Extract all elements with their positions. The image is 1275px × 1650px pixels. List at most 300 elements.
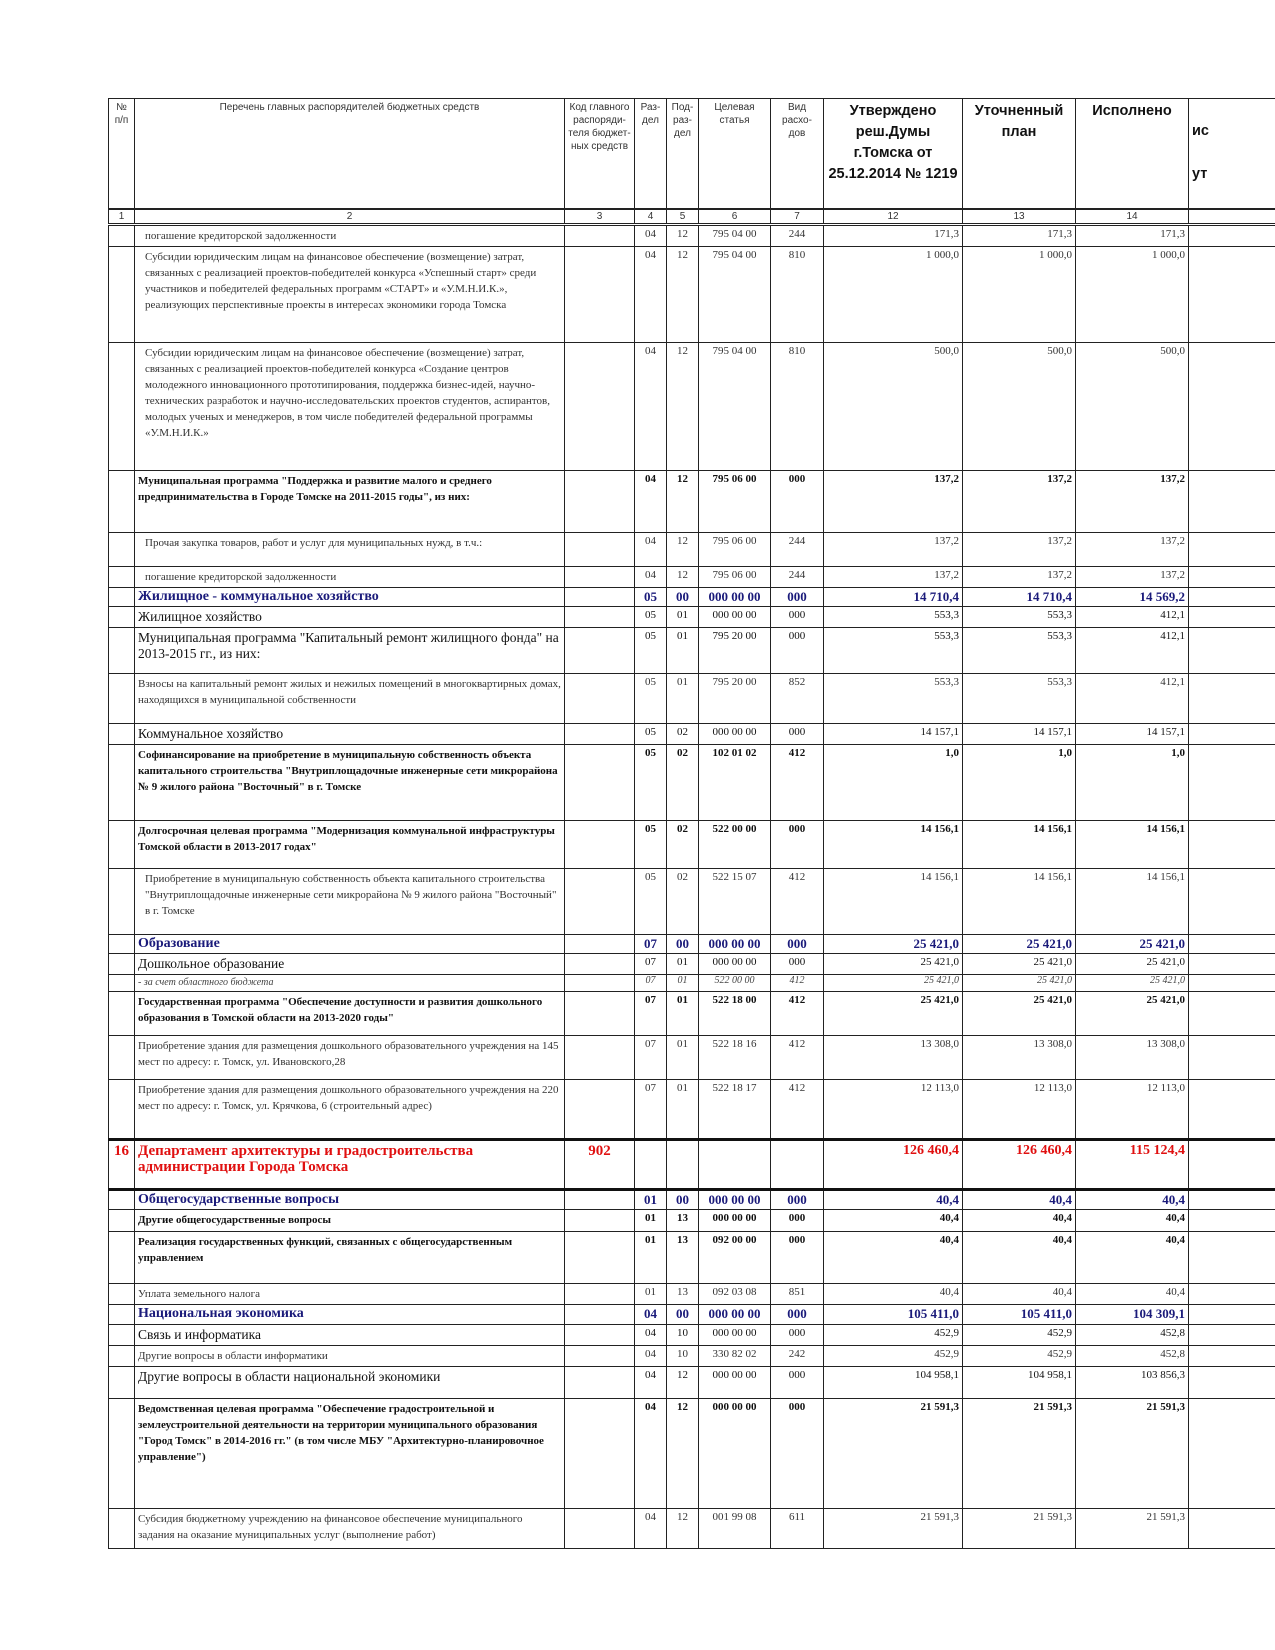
row-admin-code <box>565 934 635 953</box>
row-name: Связь и информатика <box>135 1324 565 1345</box>
row-target-article: 000 00 00 <box>699 606 771 627</box>
row-approved: 452,9 <box>824 1345 963 1366</box>
row-partial <box>1189 820 1275 868</box>
row-plan: 14 156,1 <box>963 820 1076 868</box>
row-section: 05 <box>635 723 667 744</box>
row-subsection: 12 <box>667 1366 699 1398</box>
row-approved: 14 710,4 <box>824 587 963 606</box>
row-name: погашение кредиторской задолженности <box>135 566 565 587</box>
row-name: Государственная программа "Обеспечение доступности и развития дошкольного образования в Томской области на 2013-2020 годы" <box>135 991 565 1035</box>
row-done: 452,8 <box>1076 1345 1189 1366</box>
row-index: 16 <box>109 1139 135 1189</box>
row-approved: 40,4 <box>824 1189 963 1209</box>
row-done: 21 591,3 <box>1076 1508 1189 1548</box>
row-done: 137,2 <box>1076 566 1189 587</box>
row-partial <box>1189 470 1275 532</box>
row-done: 412,1 <box>1076 673 1189 723</box>
row-approved: 25 421,0 <box>824 953 963 974</box>
row-index <box>109 1345 135 1366</box>
row-admin-code: 902 <box>565 1139 635 1189</box>
header-admin-code: Код главного распоряди-теля бюджет-ных средств <box>565 99 635 209</box>
row-subsection: 10 <box>667 1324 699 1345</box>
row-admin-code <box>565 627 635 673</box>
row-plan: 1,0 <box>963 744 1076 820</box>
row-section: 05 <box>635 820 667 868</box>
row-name: Реализация государственных функций, связанных с общегосударственным управлением <box>135 1231 565 1283</box>
row-admin-code <box>565 744 635 820</box>
row-expense-type: 000 <box>771 1209 824 1231</box>
row-expense-type: 000 <box>771 587 824 606</box>
row-expense-type: 412 <box>771 1035 824 1079</box>
row-plan: 12 113,0 <box>963 1079 1076 1139</box>
row-approved: 14 157,1 <box>824 723 963 744</box>
table-row <box>109 342 1275 470</box>
row-expense-type: 412 <box>771 868 824 934</box>
row-name: Жилищное - коммунальное хозяйство <box>135 587 565 606</box>
row-done: 103 856,3 <box>1076 1366 1189 1398</box>
row-partial <box>1189 744 1275 820</box>
row-name: Субсидии юридическим лицам на финансовое обеспечение (возмещение) затрат, связанных с реализацией проектов-победителей конкурса «Успешный старт» среди участников и победителей федеральных программ «СТАРТ» и «У.М.Н.И.К.», реализующих перспективные проекты в интересах экономики города Томска <box>135 246 565 342</box>
row-section: 07 <box>635 991 667 1035</box>
row-subsection: 02 <box>667 723 699 744</box>
row-plan: 40,4 <box>963 1189 1076 1209</box>
table-row <box>109 953 1275 974</box>
row-admin-code <box>565 606 635 627</box>
table-header <box>109 99 1275 225</box>
row-subsection: 12 <box>667 566 699 587</box>
row-admin-code <box>565 246 635 342</box>
row-plan: 40,4 <box>963 1231 1076 1283</box>
department-row <box>109 1139 1275 1189</box>
row-subsection: 12 <box>667 224 699 246</box>
table-row <box>109 723 1275 744</box>
row-name: Уплата земельного налога <box>135 1283 565 1304</box>
row-done: 171,3 <box>1076 224 1189 246</box>
row-approved: 13 308,0 <box>824 1035 963 1079</box>
row-admin-code <box>565 1304 635 1324</box>
table-row <box>109 1366 1275 1398</box>
row-approved: 40,4 <box>824 1209 963 1231</box>
row-expense-type: 000 <box>771 1398 824 1508</box>
row-expense-type: 000 <box>771 606 824 627</box>
row-partial <box>1189 532 1275 566</box>
row-subsection <box>667 1139 699 1189</box>
row-subsection: 02 <box>667 744 699 820</box>
row-expense-type: 810 <box>771 342 824 470</box>
row-name: Приобретение здания для размещения дошкольного образовательного учреждения на 220 мест по адресу: г. Томск, ул. Крячкова, 6 (строительный адрес) <box>135 1079 565 1139</box>
row-section: 07 <box>635 1079 667 1139</box>
row-name: Национальная экономика <box>135 1304 565 1324</box>
row-subsection: 01 <box>667 974 699 991</box>
header-partial-top: ис <box>1192 123 1209 140</box>
row-admin-code <box>565 224 635 246</box>
header-plan: Уточненный план <box>963 99 1076 209</box>
table-row <box>109 1079 1275 1139</box>
row-section: 04 <box>635 566 667 587</box>
row-admin-code <box>565 673 635 723</box>
row-expense-type: 000 <box>771 1304 824 1324</box>
row-name: Взносы на капитальный ремонт жилых и нежилых помещений в многоквартирных домах, находящихся в муниципальной собственности <box>135 673 565 723</box>
row-target-article: 000 00 00 <box>699 1324 771 1345</box>
row-partial <box>1189 673 1275 723</box>
row-expense-type: 611 <box>771 1508 824 1548</box>
row-name: Другие вопросы в области информатики <box>135 1345 565 1366</box>
row-target-article: 330 82 02 <box>699 1345 771 1366</box>
row-target-article: 795 20 00 <box>699 673 771 723</box>
row-partial <box>1189 1366 1275 1398</box>
row-done: 21 591,3 <box>1076 1398 1189 1508</box>
row-expense-type: 000 <box>771 1231 824 1283</box>
row-partial <box>1189 723 1275 744</box>
table-row <box>109 566 1275 587</box>
header-index: № п/п <box>109 99 135 209</box>
row-approved: 14 156,1 <box>824 820 963 868</box>
row-target-article: 000 00 00 <box>699 953 771 974</box>
section-row <box>109 934 1275 953</box>
row-index <box>109 246 135 342</box>
row-done: 412,1 <box>1076 606 1189 627</box>
row-target-article: 522 18 16 <box>699 1035 771 1079</box>
row-subsection: 12 <box>667 470 699 532</box>
row-subsection: 12 <box>667 246 699 342</box>
row-done: 13 308,0 <box>1076 1035 1189 1079</box>
row-name: Жилищное хозяйство <box>135 606 565 627</box>
row-approved: 40,4 <box>824 1231 963 1283</box>
row-plan: 14 157,1 <box>963 723 1076 744</box>
row-section: 05 <box>635 868 667 934</box>
header-partial-column <box>1189 99 1275 209</box>
table-row <box>109 224 1275 246</box>
row-partial <box>1189 627 1275 673</box>
table-row <box>109 744 1275 820</box>
row-subsection: 00 <box>667 934 699 953</box>
row-section: 01 <box>635 1209 667 1231</box>
row-name: Субсидия бюджетному учреждению на финансовое обеспечение муниципального задания на оказание муниципальных услуг (выполнение работ) <box>135 1508 565 1548</box>
row-section: 05 <box>635 587 667 606</box>
row-name: Софинансирование на приобретение в муниципальную собственность объекта капитального строительства "Внутриплощадочные инженерные сети микрорайона № 9 жилого района "Восточный" в г. Томске <box>135 744 565 820</box>
header-approved: Утверждено реш.Думы г.Томска от 25.12.2014 № 1219 <box>824 99 963 209</box>
row-index <box>109 587 135 606</box>
row-admin-code <box>565 974 635 991</box>
row-target-article: 522 00 00 <box>699 974 771 991</box>
row-index <box>109 744 135 820</box>
row-plan: 500,0 <box>963 342 1076 470</box>
row-subsection: 00 <box>667 1189 699 1209</box>
row-partial <box>1189 991 1275 1035</box>
row-expense-type: 412 <box>771 1079 824 1139</box>
row-target-article <box>699 1139 771 1189</box>
row-index <box>109 868 135 934</box>
row-target-article: 000 00 00 <box>699 1304 771 1324</box>
row-plan: 1 000,0 <box>963 246 1076 342</box>
row-expense-type: 851 <box>771 1283 824 1304</box>
row-partial <box>1189 246 1275 342</box>
row-admin-code <box>565 820 635 868</box>
table-row <box>109 1398 1275 1508</box>
row-name: Прочая закупка товаров, работ и услуг для муниципальных нужд, в т.ч.: <box>135 532 565 566</box>
row-expense-type: 000 <box>771 820 824 868</box>
row-subsection: 12 <box>667 1508 699 1548</box>
row-target-article: 000 00 00 <box>699 723 771 744</box>
row-partial <box>1189 224 1275 246</box>
row-subsection: 13 <box>667 1209 699 1231</box>
row-target-article: 795 06 00 <box>699 532 771 566</box>
table-row <box>109 1508 1275 1548</box>
row-index <box>109 1366 135 1398</box>
row-section: 05 <box>635 744 667 820</box>
row-partial <box>1189 1398 1275 1508</box>
row-partial <box>1189 1139 1275 1189</box>
row-approved: 126 460,4 <box>824 1139 963 1189</box>
row-expense-type: 244 <box>771 224 824 246</box>
row-approved: 25 421,0 <box>824 934 963 953</box>
row-approved: 105 411,0 <box>824 1304 963 1324</box>
row-partial <box>1189 868 1275 934</box>
row-section: 04 <box>635 1304 667 1324</box>
table-row <box>109 470 1275 532</box>
header-section: Раз-дел <box>635 99 667 209</box>
row-name: Долгосрочная целевая программа "Модернизация коммунальной инфраструктуры Томской области в 2013-2017 годах" <box>135 820 565 868</box>
row-plan: 105 411,0 <box>963 1304 1076 1324</box>
row-subsection: 01 <box>667 1079 699 1139</box>
row-approved: 553,3 <box>824 627 963 673</box>
row-approved: 137,2 <box>824 470 963 532</box>
row-admin-code <box>565 1035 635 1079</box>
row-index <box>109 470 135 532</box>
row-section: 04 <box>635 1508 667 1548</box>
row-admin-code <box>565 1508 635 1548</box>
row-done: 12 113,0 <box>1076 1079 1189 1139</box>
row-expense-type: 852 <box>771 673 824 723</box>
row-plan: 553,3 <box>963 673 1076 723</box>
row-admin-code <box>565 587 635 606</box>
row-done: 40,4 <box>1076 1231 1189 1283</box>
row-done: 412,1 <box>1076 627 1189 673</box>
row-plan: 171,3 <box>963 224 1076 246</box>
colnum: 13 <box>963 209 1076 225</box>
row-target-article: 795 06 00 <box>699 566 771 587</box>
row-subsection: 13 <box>667 1283 699 1304</box>
row-done: 25 421,0 <box>1076 934 1189 953</box>
row-partial <box>1189 1189 1275 1209</box>
row-target-article: 001 99 08 <box>699 1508 771 1548</box>
section-row <box>109 1304 1275 1324</box>
row-section: 05 <box>635 627 667 673</box>
budget-table <box>108 98 1275 1549</box>
row-approved: 40,4 <box>824 1283 963 1304</box>
row-admin-code <box>565 470 635 532</box>
row-subsection: 12 <box>667 532 699 566</box>
row-name: Ведомственная целевая программа "Обеспечение градостроительной и землеустроительной деятельности на территории муниципального образования "Город Томск" в 2014-2016 гг." (в том числе МБУ "Архитектурно-планировочное управление") <box>135 1398 565 1508</box>
row-partial <box>1189 934 1275 953</box>
row-plan: 553,3 <box>963 606 1076 627</box>
row-expense-type: 412 <box>771 991 824 1035</box>
row-name: Департамент архитектуры и градостроительства администрации Города Томска <box>135 1139 565 1189</box>
row-index <box>109 1079 135 1139</box>
row-approved: 553,3 <box>824 606 963 627</box>
colnum: 1 <box>109 209 135 225</box>
row-subsection: 01 <box>667 673 699 723</box>
table-row <box>109 1231 1275 1283</box>
colnum: 7 <box>771 209 824 225</box>
row-done: 104 309,1 <box>1076 1304 1189 1324</box>
table-row <box>109 606 1275 627</box>
row-name: - за счет областного бюджета <box>135 974 565 991</box>
row-section: 04 <box>635 224 667 246</box>
row-target-article: 000 00 00 <box>699 1398 771 1508</box>
row-expense-type <box>771 1139 824 1189</box>
colnum: 5 <box>667 209 699 225</box>
row-target-article: 000 00 00 <box>699 1189 771 1209</box>
row-index <box>109 224 135 246</box>
row-done: 14 569,2 <box>1076 587 1189 606</box>
row-partial <box>1189 1345 1275 1366</box>
table-row <box>109 1324 1275 1345</box>
row-expense-type: 000 <box>771 470 824 532</box>
row-approved: 553,3 <box>824 673 963 723</box>
row-plan: 25 421,0 <box>963 934 1076 953</box>
row-approved: 14 156,1 <box>824 868 963 934</box>
row-admin-code <box>565 1079 635 1139</box>
row-plan: 40,4 <box>963 1283 1076 1304</box>
row-approved: 1 000,0 <box>824 246 963 342</box>
row-target-article: 000 00 00 <box>699 1366 771 1398</box>
row-name: Муниципальная программа "Поддержка и развитие малого и среднего предпринимательства в Городе Томске на 2011-2015 годы", из них: <box>135 470 565 532</box>
table-row <box>109 246 1275 342</box>
row-section: 05 <box>635 673 667 723</box>
row-partial <box>1189 1283 1275 1304</box>
row-plan: 14 156,1 <box>963 868 1076 934</box>
row-plan: 452,9 <box>963 1324 1076 1345</box>
row-subsection: 12 <box>667 342 699 470</box>
section-row <box>109 587 1275 606</box>
row-index <box>109 820 135 868</box>
row-index <box>109 627 135 673</box>
row-subsection: 01 <box>667 991 699 1035</box>
row-name: Приобретение в муниципальную собственность объекта капитального строительства "Внутриплощадочные инженерные сети микрорайона № 9 жилого района "Восточный" в г. Томске <box>135 868 565 934</box>
row-expense-type: 000 <box>771 627 824 673</box>
row-admin-code <box>565 953 635 974</box>
table-row <box>109 1345 1275 1366</box>
colnum: 6 <box>699 209 771 225</box>
row-admin-code <box>565 1209 635 1231</box>
row-index <box>109 1231 135 1283</box>
row-admin-code <box>565 1189 635 1209</box>
row-done: 40,4 <box>1076 1283 1189 1304</box>
row-name: Другие общегосударственные вопросы <box>135 1209 565 1231</box>
row-index <box>109 1508 135 1548</box>
row-done: 40,4 <box>1076 1189 1189 1209</box>
row-partial <box>1189 587 1275 606</box>
row-target-article: 092 03 08 <box>699 1283 771 1304</box>
row-subsection: 10 <box>667 1345 699 1366</box>
row-admin-code <box>565 532 635 566</box>
row-expense-type: 244 <box>771 532 824 566</box>
row-section: 07 <box>635 1035 667 1079</box>
row-target-article: 092 00 00 <box>699 1231 771 1283</box>
row-done: 1,0 <box>1076 744 1189 820</box>
row-approved: 25 421,0 <box>824 974 963 991</box>
row-admin-code <box>565 1398 635 1508</box>
row-name: Приобретение здания для размещения дошкольного образовательного учреждения на 145 мест по адресу: г. Томск, ул. Ивановского,28 <box>135 1035 565 1079</box>
row-admin-code <box>565 566 635 587</box>
row-section: 07 <box>635 934 667 953</box>
row-target-article: 522 18 00 <box>699 991 771 1035</box>
row-subsection: 02 <box>667 868 699 934</box>
section-row <box>109 1189 1275 1209</box>
row-index <box>109 991 135 1035</box>
row-done: 500,0 <box>1076 342 1189 470</box>
row-expense-type: 244 <box>771 566 824 587</box>
row-name: Дошкольное образование <box>135 953 565 974</box>
row-partial <box>1189 1035 1275 1079</box>
row-section: 01 <box>635 1231 667 1283</box>
row-plan: 25 421,0 <box>963 953 1076 974</box>
row-target-article: 795 04 00 <box>699 224 771 246</box>
row-subsection: 01 <box>667 627 699 673</box>
row-section: 04 <box>635 1324 667 1345</box>
table-row <box>109 974 1275 991</box>
row-partial <box>1189 342 1275 470</box>
row-plan: 137,2 <box>963 532 1076 566</box>
row-expense-type: 000 <box>771 953 824 974</box>
row-partial <box>1189 1324 1275 1345</box>
row-subsection: 00 <box>667 587 699 606</box>
row-section: 01 <box>635 1189 667 1209</box>
table-row <box>109 991 1275 1035</box>
row-plan: 452,9 <box>963 1345 1076 1366</box>
row-index <box>109 1398 135 1508</box>
row-target-article: 795 04 00 <box>699 342 771 470</box>
row-index <box>109 934 135 953</box>
row-section: 04 <box>635 1345 667 1366</box>
row-section: 04 <box>635 1366 667 1398</box>
row-subsection: 13 <box>667 1231 699 1283</box>
row-done: 40,4 <box>1076 1209 1189 1231</box>
row-expense-type: 000 <box>771 723 824 744</box>
row-target-article: 000 00 00 <box>699 934 771 953</box>
table-row <box>109 868 1275 934</box>
row-subsection: 02 <box>667 820 699 868</box>
row-target-article: 522 18 17 <box>699 1079 771 1139</box>
row-target-article: 795 04 00 <box>699 246 771 342</box>
row-plan: 40,4 <box>963 1209 1076 1231</box>
row-partial <box>1189 566 1275 587</box>
row-index <box>109 1304 135 1324</box>
row-index <box>109 974 135 991</box>
header-expense-type: Вид расхо-дов <box>771 99 824 209</box>
header-subsection: Под-раз-дел <box>667 99 699 209</box>
row-partial <box>1189 953 1275 974</box>
row-section: 04 <box>635 246 667 342</box>
row-name: Муниципальная программа "Капитальный ремонт жилищного фонда" на 2013-2015 гг., из них: <box>135 627 565 673</box>
row-target-article: 795 20 00 <box>699 627 771 673</box>
row-done: 25 421,0 <box>1076 991 1189 1035</box>
row-index <box>109 1324 135 1345</box>
row-subsection: 00 <box>667 1304 699 1324</box>
row-admin-code <box>565 991 635 1035</box>
row-expense-type: 000 <box>771 1189 824 1209</box>
row-expense-type: 000 <box>771 934 824 953</box>
row-plan: 553,3 <box>963 627 1076 673</box>
row-approved: 137,2 <box>824 532 963 566</box>
row-approved: 500,0 <box>824 342 963 470</box>
row-expense-type: 242 <box>771 1345 824 1366</box>
row-index <box>109 566 135 587</box>
row-admin-code <box>565 868 635 934</box>
row-name: Образование <box>135 934 565 953</box>
row-section: 07 <box>635 974 667 991</box>
